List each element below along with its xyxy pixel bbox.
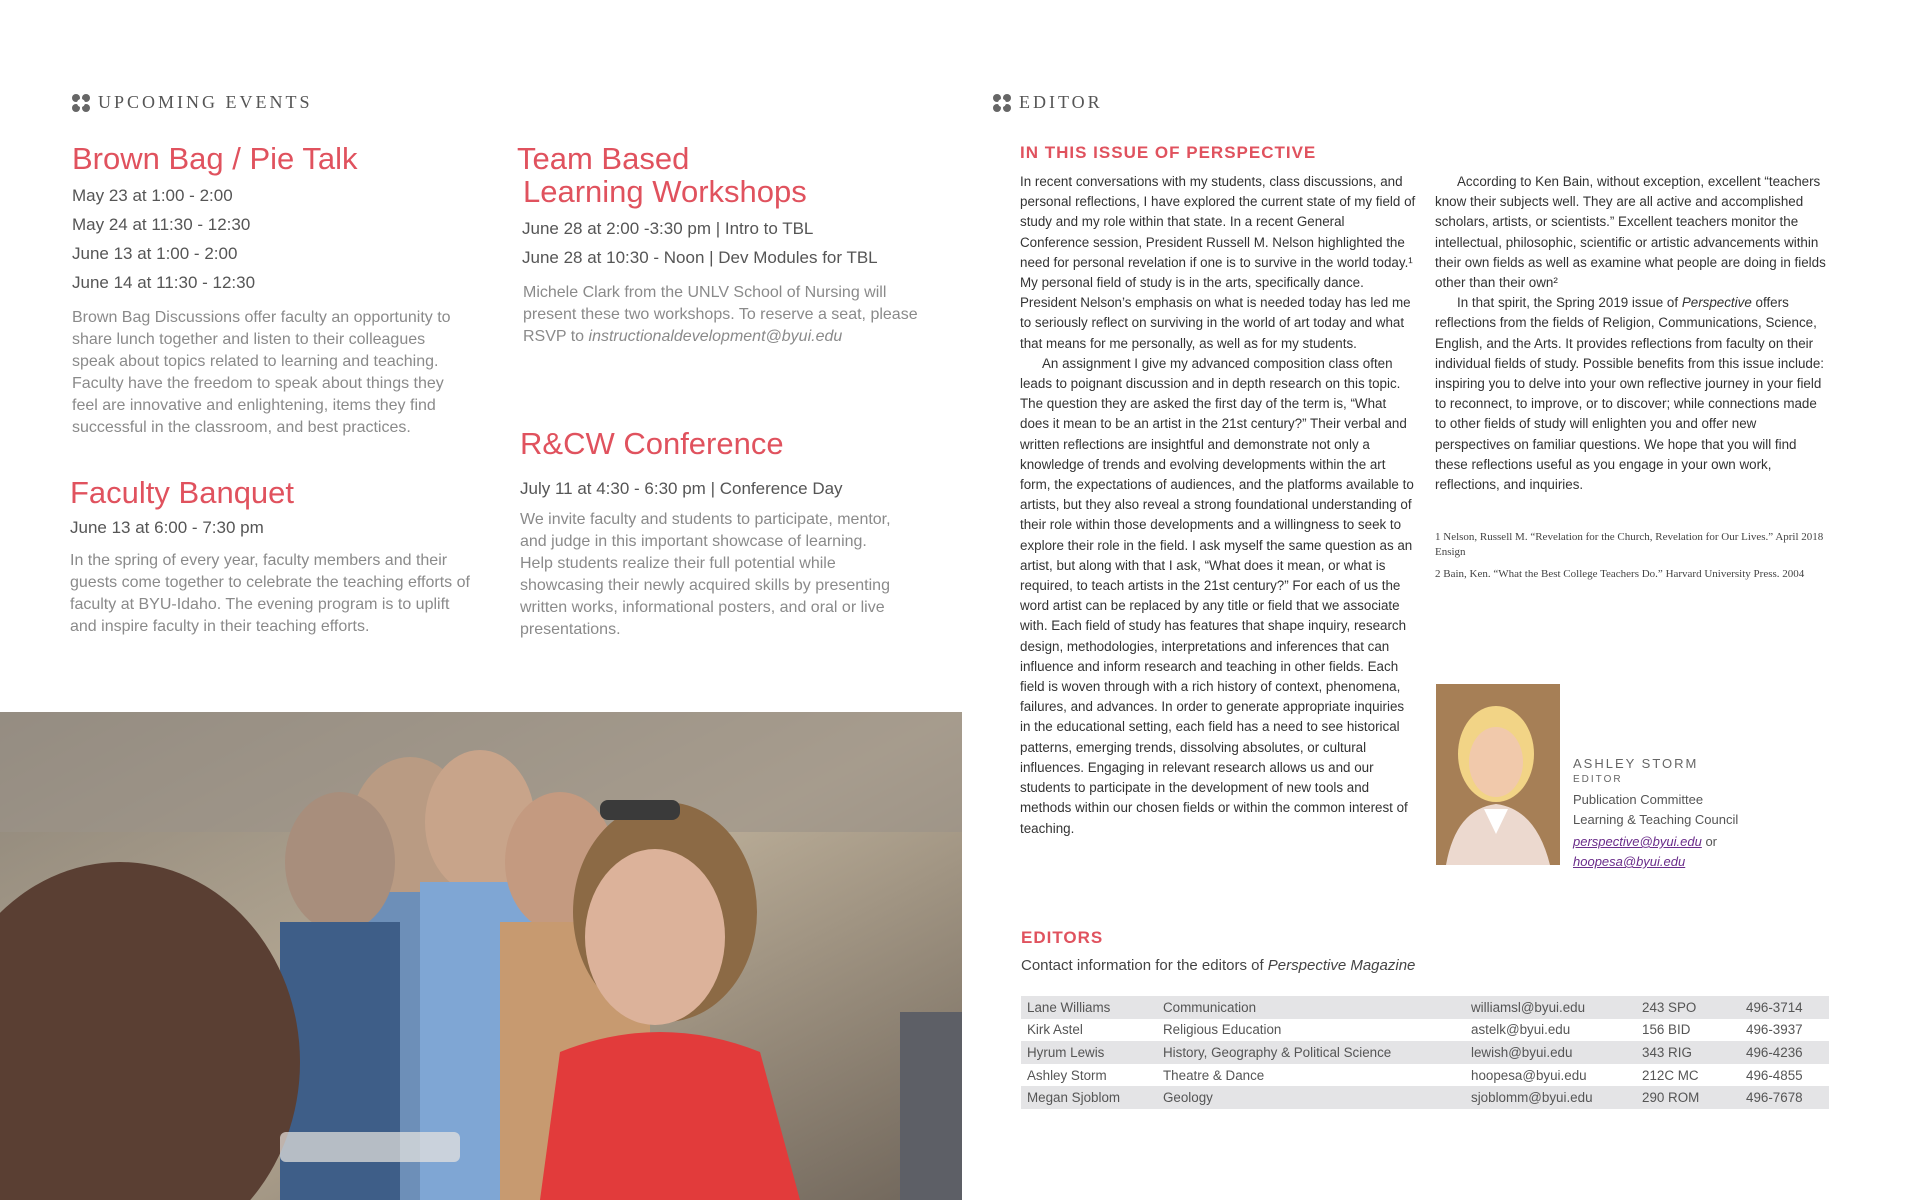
- editor-name-cell: Hyrum Lewis: [1027, 1044, 1105, 1060]
- event-title: Brown Bag / Pie Talk: [72, 141, 358, 176]
- faculty-audience-illustration: [0, 712, 962, 1200]
- editor-dept-cell: History, Geography & Political Science: [1163, 1044, 1392, 1060]
- event-title: [517, 142, 927, 208]
- event-time: June 28 at 10:30 - Noon | Dev Modules for TBL: [522, 248, 878, 267]
- event-description: Brown Bag Discussions offer faculty an opportunity to share lunch together and listen to their colleagues speak about topics related to learning and teaching. Faculty have the freedom to speak about things they feel are innovative and enlightening, items they find successful in the classroom, and best practices.: [72, 309, 451, 436]
- editor-email-cell[interactable]: lewish@byui.edu: [1471, 1044, 1573, 1060]
- event-times: [72, 181, 472, 297]
- footnote-1: 1 Nelson, Russell M. “Revelation for the Church, Revelation for Our Lives.” April 2018 Ensign: [1435, 531, 1824, 558]
- editor-phone-cell: 496-4236: [1746, 1044, 1803, 1060]
- editor-office-cell: 212C MC: [1642, 1067, 1699, 1083]
- article-text: In that spirit, the Spring 2019 issue of: [1457, 295, 1679, 311]
- event-title-line: Learning Workshops: [523, 174, 807, 209]
- editors-subtitle: [1021, 957, 1415, 974]
- article-paragraph: In recent conversations with my students, class discussions, and personal reflections, I have explored the current state of my field of study and my role within that state. In a recent General Conference session, President Russell M. Nelson highlighted the need for personal revelation if one is to survive in the world today.¹ My personal field of study is in the arts, specifically dance. President Nelson’s emphasis on what is needed today has led me to seriously reflect on surviving in the world of art today and what that means for me personally, as well as for my students.: [1020, 174, 1416, 351]
- event-times: [520, 474, 930, 503]
- event-times: [517, 214, 927, 272]
- table-row: [1021, 1064, 1829, 1087]
- editor-header: [993, 92, 1103, 113]
- editor-email-link[interactable]: perspective@byui.edu: [1573, 834, 1702, 849]
- flower-icon: [993, 94, 1011, 112]
- editor-committee: Publication Committee: [1573, 792, 1704, 807]
- editor-name-cell: Kirk Astel: [1027, 1022, 1083, 1038]
- event-brown-bag: [72, 142, 472, 439]
- article-heading: IN THIS ISSUE OF PERSPECTIVE: [1020, 143, 1317, 162]
- event-time: June 13 at 6:00 - 7:30 pm: [70, 518, 264, 537]
- editor-emails: [1573, 832, 1738, 852]
- editor-dept-cell: Religious Education: [1163, 1022, 1282, 1038]
- table-row: [1021, 1041, 1829, 1064]
- editor-bio: [1573, 754, 1738, 872]
- upcoming-events-title: UPCOMING EVENTS: [98, 92, 313, 112]
- event-times: [70, 513, 480, 542]
- editors-table: [1021, 996, 1829, 1109]
- flower-icon: [72, 94, 90, 112]
- editor-dept-cell: Theatre & Dance: [1163, 1067, 1265, 1083]
- editor-emails-2: [1573, 852, 1738, 872]
- editor-dept-cell: Communication: [1163, 999, 1257, 1015]
- editor-name: ASHLEY STORM: [1573, 756, 1699, 771]
- event-time: May 23 at 1:00 - 2:00: [72, 186, 233, 205]
- editor-dept-cell: Geology: [1163, 1090, 1213, 1106]
- editor-portrait: [1436, 684, 1560, 865]
- editor-email-cell[interactable]: hoopesa@byui.edu: [1471, 1067, 1587, 1083]
- event-rcw-conference: [520, 427, 930, 641]
- article-paragraph: An assignment I give my advanced composition class often leads to poignant discussion and in depth research on this topic. The question they are asked the first day of the term is, “What does it mean to be an artist in the 21st century?” Their verbal and written reflections are insightful and demonstrate not only a knowledge of trends and evolving developments within the art form, the expectations of audiences, and the platforms available to artists, but they also reveal a strong foundational understanding of their role within those developments and a willingness to seek to explore their role in the field. I ask myself the same question as an artist, but along with that I ask, “What does it mean, or what is required, to teach artists in the 21st century?” For each of us the word artist can be replaced by any title or field that we associate with. Each field of study has features that shape inquiry, research design, methodologies, interpretations and inferences that can influence and inform research and teaching in other fields. Each field is woven through with a rich history of context, phenomena, failures, and advances. In order to generate appropriate inquiries in the educational setting, each field has a need to see historical patterns, emerging trends, dissolving absolutes, or cultural influences. Engaging in relevant research allows us and our students to participate in the development of new tools and methods within our chosen fields or within the common interest of teaching.: [1020, 355, 1414, 836]
- article-paragraph: According to Ken Bain, without exception, excellent “teachers know their subjects well. They are all active and accomplished scholars, artists, or scientists.” Excellent teachers monitor the intellectual, philosophic, scientific or artistic advancements within their own fields as well as examine what people are doing in fields other than their own²: [1435, 174, 1826, 291]
- editor-section-title: EDITOR: [1019, 92, 1103, 112]
- event-description: [517, 282, 922, 348]
- editor-phone-cell: 496-3937: [1746, 1022, 1803, 1038]
- editor-phone-cell: 496-7678: [1746, 1090, 1803, 1106]
- event-faculty-banquet: [70, 476, 480, 638]
- event-description-text: Michele Clark from the UNLV School of Nursing will present these two workshops. To reserve a seat, please RSVP to: [523, 284, 918, 345]
- table-row: [1021, 996, 1829, 1019]
- editor-council: Learning & Teaching Council: [1573, 812, 1739, 827]
- article-column-2: [1435, 172, 1827, 495]
- editor-office-cell: 243 SPO: [1642, 999, 1697, 1015]
- editors-heading: EDITORS: [1021, 928, 1104, 947]
- event-time: June 28 at 2:00 -3:30 pm | Intro to TBL: [522, 219, 814, 238]
- magazine-name: Perspective: [1681, 295, 1752, 311]
- event-time: May 24 at 11:30 - 12:30: [72, 215, 251, 234]
- editor-office-cell: 156 BID: [1642, 1022, 1691, 1038]
- editor-name-cell: Ashley Storm: [1027, 1067, 1107, 1083]
- editor-phone-cell: 496-4855: [1746, 1067, 1803, 1083]
- event-time: July 11 at 4:30 - 6:30 pm | Conference Day: [520, 479, 843, 498]
- or-text: or: [1705, 834, 1718, 849]
- event-description: We invite faculty and students to participate, mentor, and judge in this important showcase of learning. Help students realize their full potential while showcasing their newly acquired skills by presenting written works, informational posters, and oral or live presentations.: [520, 511, 891, 638]
- article-paragraph: [1435, 293, 1827, 495]
- event-tbl-workshops: [517, 142, 927, 348]
- editor-office-cell: 290 ROM: [1642, 1090, 1700, 1106]
- event-time: June 14 at 11:30 - 12:30: [72, 273, 256, 292]
- editor-email-cell[interactable]: astelk@byui.edu: [1471, 1022, 1571, 1038]
- event-time: June 13 at 1:00 - 2:00: [72, 244, 238, 263]
- editor-portrait-illustration: [1436, 684, 1560, 865]
- editor-name-cell: Megan Sjoblom: [1027, 1090, 1121, 1106]
- event-description: In the spring of every year, faculty members and their guests come together to celebrate the teaching efforts of faculty at BYU-Idaho. The evening program is to uplift and inspire faculty in their teaching efforts.: [70, 552, 470, 635]
- editor-role: EDITOR: [1573, 774, 1623, 785]
- rsvp-email-link[interactable]: instructionaldevelopment@byui.edu: [588, 328, 843, 345]
- magazine-name: Perspective Magazine: [1267, 957, 1416, 974]
- article-column-1: [1020, 172, 1416, 839]
- editor-office-cell: 343 RIG: [1642, 1044, 1692, 1060]
- event-title: Faculty Banquet: [70, 475, 295, 510]
- table-row: [1021, 1086, 1829, 1109]
- upcoming-events-header: [72, 92, 313, 113]
- editor-email-link[interactable]: hoopesa@byui.edu: [1573, 854, 1686, 869]
- event-title: R&CW Conference: [520, 426, 784, 461]
- editor-email-cell[interactable]: sjoblomm@byui.edu: [1471, 1090, 1593, 1106]
- editors-subtitle-text: Contact information for the editors of: [1021, 957, 1264, 974]
- footnote-2: 2 Bain, Ken. “What the Best College Teachers Do.” Harvard University Press. 2004: [1435, 568, 1805, 580]
- editor-phone-cell: 496-3714: [1746, 999, 1803, 1015]
- article-text: offers reflections from the fields of Religion, Communications, Science, English, and the Arts. It provides reflections from faculty on their individual fields of study. Possible benefits from this issue include: inspiring you to delve into your own reflective journey in your field to reconnect, to improve, or to discover; while connections made to other fields of study will enlighten you and offer new perspectives on familiar questions. We hope that you will find these reflections useful as you engage in your own work, reflections, and inquiries.: [1435, 295, 1825, 493]
- faculty-photo: [0, 712, 962, 1200]
- editor-email-cell[interactable]: williamsl@byui.edu: [1471, 999, 1586, 1015]
- table-row: [1021, 1019, 1829, 1042]
- editor-name-cell: Lane Williams: [1027, 999, 1111, 1015]
- event-title-line: Team Based: [517, 141, 690, 176]
